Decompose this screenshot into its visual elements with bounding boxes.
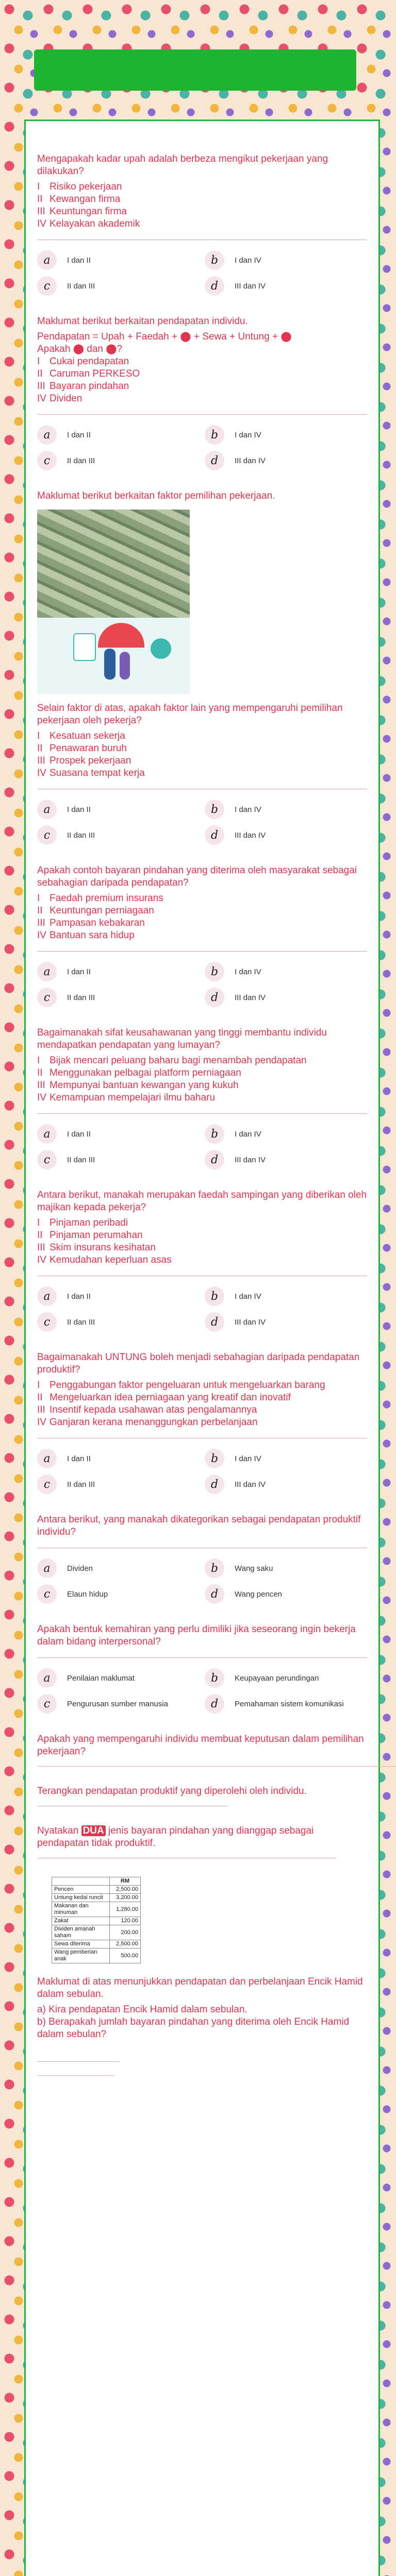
table-row: Makanan dan minuman 1,280.00 <box>52 1902 141 1917</box>
item-4: IV Kelayakan akademik <box>37 218 140 229</box>
item-1: I Kesatuan sekerja <box>37 731 125 741</box>
answer-line[interactable] <box>37 2061 120 2062</box>
item-1: I Pinjaman peribadi <box>37 1217 128 1228</box>
item-3: III Prospek pekerjaan <box>37 755 131 766</box>
divider <box>37 951 367 952</box>
item-2: II Mengeluarkan idea perniagaan yang kreatif dan inovatif <box>37 1392 291 1403</box>
person-icon <box>120 652 130 680</box>
option-a[interactable]: a Penilaian maklumat <box>37 1668 200 1688</box>
question-text: Bagaimanakah sifat keusahawanan yang tinggi membantu individu mendapatkan pendapatan yang lumayan? <box>37 1027 327 1050</box>
header-banner <box>34 49 356 91</box>
option-d[interactable]: d III dan IV <box>205 1475 367 1494</box>
question-2 <box>37 315 367 470</box>
item-2: II Menggunakan pelbagai platform perniagaan <box>37 1067 241 1078</box>
question-13 <box>37 1877 367 2076</box>
item-3: III Skim insurans kesihatan <box>37 1242 156 1253</box>
option-c[interactable]: c II dan III <box>37 1312 200 1332</box>
option-c[interactable]: c II dan III <box>37 451 200 470</box>
question-text: Antara berikut, yang manakah dikategorikan sebagai pendapatan produktif individu? <box>37 1514 361 1537</box>
heart-icon <box>151 638 171 659</box>
question-9 <box>37 1623 367 1714</box>
item-3: III Pampasan kebakaran <box>37 918 145 928</box>
person-icon <box>104 649 116 680</box>
question-text: Terangkan pendapatan produktif yang diperolehi oleh individu. <box>37 1786 307 1797</box>
family-insurance-image <box>37 618 190 694</box>
option-a[interactable]: a I dan II <box>37 250 200 270</box>
question-text: Apakah bentuk kemahiran yang perlu dimiliki jika seseorang ingin bekerja dalam bidang interpersonal? <box>37 1624 356 1647</box>
part-b: b) Berapakah jumlah bayaran pindahan yang diterima oleh Encik Hamid dalam sebulan? <box>37 2016 350 2040</box>
question-10 <box>37 1733 367 1767</box>
question-text: Apakah contoh bayaran pindahan yang diterima oleh masyarakat sebagai sebahagian daripada pendapatan? <box>37 865 357 888</box>
options <box>37 1449 367 1494</box>
formula: Pendapatan = Upah + Faedah + ⬤ + Sewa + Untung + ⬤ <box>37 331 292 342</box>
option-b[interactable]: b I dan IV <box>205 250 367 270</box>
question-text: Selain faktor di atas, apakah faktor lain yang mempengaruhi pemilihan pekerjaan oleh pekerja? <box>37 703 343 726</box>
option-d[interactable]: d Pemahaman sistem komunikasi <box>205 1694 367 1714</box>
option-c[interactable]: c II dan III <box>37 825 200 845</box>
item-3: III Keuntungan firma <box>37 206 127 217</box>
option-c[interactable]: c II dan III <box>37 1150 200 1170</box>
item-1: I Risiko pekerjaan <box>37 181 122 192</box>
item-1: I Bijak mencari peluang baharu bagi menambah pendapatan <box>37 1055 307 1066</box>
question-text: Antara berikut, manakah merupakan faedah sampingan yang diberikan oleh majikan kepada pekerja? <box>37 1190 367 1213</box>
options <box>37 962 367 1007</box>
option-c[interactable]: c II dan III <box>37 276 200 296</box>
question-intro: Maklumat berikut berkaitan pendapatan individu. <box>37 316 248 327</box>
emphasis-badge: DUA <box>81 1825 106 1836</box>
table-row: Sewa diterima 2,500.00 <box>52 1940 141 1948</box>
table-row: Wang pemberian anak 500.00 <box>52 1948 141 1963</box>
question-12 <box>37 1825 367 1858</box>
question-6 <box>37 1189 367 1332</box>
option-a[interactable]: a I dan II <box>37 1124 200 1144</box>
table-row: Zakat 120.00 <box>52 1917 141 1925</box>
options <box>37 1668 367 1714</box>
table-row: Untung kedai runcit 3,200.00 <box>52 1894 141 1902</box>
question-intro: Maklumat berikut berkaitan faktor pemilihan pekerjaan. <box>37 490 275 501</box>
umbrella-icon <box>98 623 144 648</box>
question-ask: Apakah ⬤ dan ⬤? <box>37 344 123 354</box>
part-a: a) Kira pendapatan Encik Hamid dalam sebulan. <box>37 2004 248 2015</box>
table-row: Pencen 2,500.00 <box>52 1886 141 1894</box>
item-1: I Faedah premium insurans <box>37 893 163 904</box>
item-4: IV Suasana tempat kerja <box>37 768 145 778</box>
option-a[interactable]: a I dan II <box>37 1449 200 1468</box>
option-c[interactable]: c II dan III <box>37 1475 200 1494</box>
option-d[interactable]: d III dan IV <box>205 451 367 470</box>
option-d[interactable]: d III dan IV <box>205 276 367 296</box>
option-b[interactable]: b I dan IV <box>205 1286 367 1306</box>
item-4: IV Ganjaran kerana menanggungkan perbelanjaan <box>37 1417 258 1428</box>
question-text: Apakah yang mempengaruhi individu membuat keputusan dalam pemilihan pekerjaan? <box>37 1734 364 1757</box>
option-c[interactable]: c II dan III <box>37 988 200 1007</box>
option-a[interactable]: a I dan II <box>37 425 200 445</box>
option-a[interactable]: a I dan II <box>37 800 200 819</box>
question-5 <box>37 1027 367 1170</box>
item-3: III Insentif kepada usahawan atas pengalamannya <box>37 1404 257 1415</box>
item-2: II Kewangan firma <box>37 194 121 205</box>
option-d[interactable]: d III dan IV <box>205 988 367 1007</box>
item-1: I Penggabungan faktor pengeluaran untuk mengeluarkan barang <box>37 1380 325 1391</box>
option-a[interactable]: a I dan II <box>37 962 200 981</box>
item-4: IV Dividen <box>37 393 82 404</box>
option-a[interactable]: a Dividen <box>37 1558 200 1578</box>
item-4: IV Bantuan sara hidup <box>37 930 135 941</box>
item-4: IV Kemudahan keperluan asas <box>37 1255 172 1265</box>
divider <box>37 1657 367 1658</box>
divider <box>37 414 367 415</box>
money-image <box>37 510 190 618</box>
question-7 <box>37 1351 367 1494</box>
answer-line[interactable] <box>37 1766 396 1767</box>
item-2: II Penawaran buruh <box>37 743 127 754</box>
option-c[interactable]: c Elaun hidup <box>37 1584 200 1604</box>
option-b[interactable]: b I dan IV <box>205 962 367 981</box>
option-b[interactable]: b I dan IV <box>205 1124 367 1144</box>
question-text: Mengapakah kadar upah adalah berbeza mengikut pekerjaan yang dilakukan? <box>37 154 328 177</box>
option-a[interactable]: a I dan II <box>37 1286 200 1306</box>
question-8 <box>37 1514 367 1604</box>
income-table: RM Pencen 2,500.00 Untung kedai runcit 3,200.00 Makanan dan minuman 1,280.00 Zakat 120.00 Dividen amanah saham 200.00 Sewa diterima 2,500.00 Wang pemberian anak 500.00 <box>52 1877 141 1963</box>
question-text: Nyatakan DUA jenis bayaran pindahan yang dianggap sebagai pendapatan tidak produktif. <box>37 1825 314 1849</box>
option-d[interactable]: d III dan IV <box>205 1312 367 1332</box>
answer-line[interactable] <box>37 2075 113 2076</box>
options <box>37 425 367 470</box>
item-1: I Cukai pendapatan <box>37 356 129 367</box>
options <box>37 1124 367 1170</box>
options <box>37 1286 367 1332</box>
worksheet <box>24 120 380 2576</box>
option-b[interactable]: b Wang saku <box>205 1558 367 1578</box>
question-text: Bagaimanakah UNTUNG boleh menjadi sebahagian daripada pendapatan produktif? <box>37 1352 360 1375</box>
question-3 <box>37 490 367 845</box>
item-4: IV Kemampuan mempelajari ilmu baharu <box>37 1092 216 1103</box>
item-2: II Keuntungan perniagaan <box>37 905 154 916</box>
item-2: II Pinjaman perumahan <box>37 1230 143 1241</box>
options <box>37 250 367 296</box>
divider <box>37 1113 367 1114</box>
options <box>37 1558 367 1604</box>
option-b[interactable]: b I dan IV <box>205 1449 367 1468</box>
option-b[interactable]: b I dan IV <box>205 425 367 445</box>
option-b[interactable]: b Keupayaan perundingan <box>205 1668 367 1688</box>
question-4 <box>37 865 367 1007</box>
option-c[interactable]: c Pengurusan sumber manusia <box>37 1694 200 1714</box>
option-b[interactable]: b I dan IV <box>205 800 367 819</box>
question-11 <box>37 1785 367 1806</box>
option-d[interactable]: d III dan IV <box>205 825 367 845</box>
option-d[interactable]: d III dan IV <box>205 1150 367 1170</box>
item-2: II Caruman PERKESO <box>37 368 140 379</box>
question-1 <box>37 153 367 296</box>
option-d[interactable]: d Wang pencen <box>205 1584 367 1604</box>
table-row: Dividen amanah saham 200.00 <box>52 1925 141 1940</box>
question-text: Maklumat di atas menunjukkan pendapatan dan perbelanjaan Encik Hamid dalam sebulan. <box>37 1976 363 1999</box>
item-3: III Bayaran pindahan <box>37 381 129 392</box>
item-3: III Mempunyai bantuan kewangan yang kukuh <box>37 1080 239 1091</box>
options <box>37 800 367 845</box>
document-icon <box>73 633 96 661</box>
